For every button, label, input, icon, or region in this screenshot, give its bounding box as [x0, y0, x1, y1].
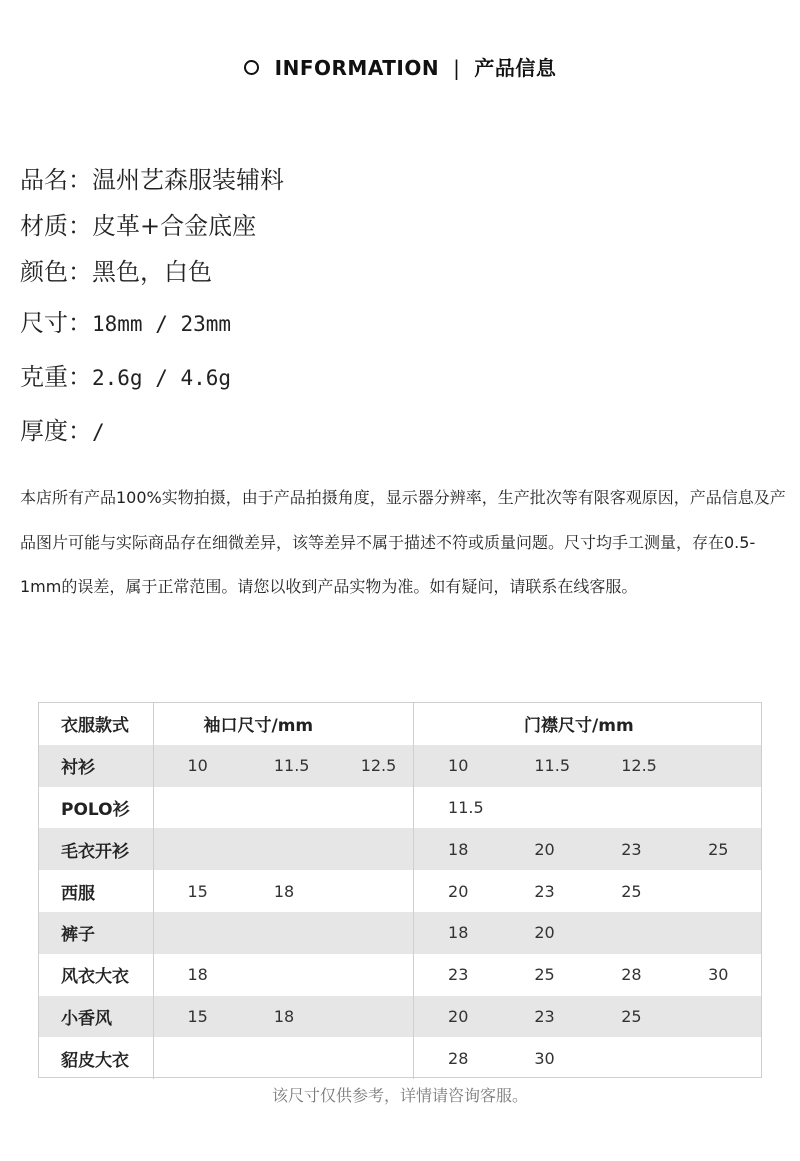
- spec-key: 品名：: [20, 166, 92, 194]
- cuff-size-cell: [327, 870, 414, 912]
- spec-color: [20, 256, 780, 288]
- placket-size-cell: [500, 787, 587, 829]
- placket-size-cell: 20: [414, 996, 501, 1038]
- spec-value: 皮革+合金底座: [92, 212, 257, 240]
- table-row: [39, 1037, 761, 1079]
- cuff-size-cell: [327, 1037, 414, 1079]
- spec-value: 18mm / 23mm: [92, 312, 232, 336]
- cuff-size-cell: [153, 1037, 240, 1079]
- placket-size-cell: 20: [500, 912, 587, 954]
- cuff-size-cell: [327, 996, 414, 1038]
- cuff-size-cell: [153, 828, 240, 870]
- footnote: 该尺寸仅供参考，详情请咨询客服。: [271, 1086, 528, 1105]
- placket-size-cell: 25: [674, 828, 761, 870]
- placket-size-cell: 18: [414, 912, 501, 954]
- placket-size-cell: [587, 787, 674, 829]
- cuff-size-cell: [327, 828, 414, 870]
- placket-size-cell: 11.5: [448, 797, 484, 817]
- spec-value: 温州艺森服装辅料: [92, 166, 284, 194]
- placket-size-cell: [587, 1037, 674, 1079]
- spec-key: 克重：: [20, 363, 92, 391]
- table-row: [39, 954, 761, 996]
- garment-cell: 貂皮大衣: [39, 1037, 153, 1079]
- placket-size-cell: 23: [587, 828, 674, 870]
- header-cuff: 袖口尺寸/mm: [153, 703, 414, 745]
- cuff-size-cell: [327, 954, 414, 996]
- placket-size-cell: 20: [448, 881, 469, 901]
- placket-size-cell: [674, 1037, 761, 1079]
- table-row: [39, 870, 761, 912]
- placket-size-cell: 28: [448, 1048, 469, 1068]
- cuff-size-cell: [240, 787, 327, 829]
- placket-size-cell: 25: [621, 881, 642, 901]
- header-placket: 门襟尺寸/mm: [414, 703, 761, 745]
- spec-value: 黑色，白色: [92, 258, 212, 286]
- placket-size-cell: 11.5: [500, 745, 587, 787]
- spec-value: /: [92, 420, 105, 444]
- spec-key: 颜色：: [20, 258, 92, 286]
- garment-cell: POLO衫: [39, 787, 153, 829]
- placket-size-cell: 30: [534, 1048, 555, 1068]
- cuff-size-cell: 18: [187, 965, 208, 985]
- placket-size-cell: 12.5: [587, 745, 674, 787]
- cuff-size-cell: [153, 787, 240, 829]
- cuff-size-cell: [153, 912, 240, 954]
- circle-icon: [244, 60, 259, 75]
- header-separator: |: [453, 56, 461, 80]
- placket-size-cell: 20: [500, 828, 587, 870]
- spec-name: [20, 164, 780, 196]
- cuff-size-cell: [240, 954, 327, 996]
- garment-cell: 风衣大衣: [39, 954, 153, 996]
- cuff-size-cell: 12.5: [327, 745, 414, 787]
- size-table: [38, 702, 762, 1078]
- placket-size-cell: 10: [414, 745, 501, 787]
- garment-cell: 裤子: [39, 912, 153, 954]
- placket-size-cell: [674, 745, 761, 787]
- cuff-size-cell: [240, 828, 327, 870]
- spec-size: [20, 307, 780, 340]
- placket-size-cell: 23: [500, 996, 587, 1038]
- section-header: [0, 52, 800, 81]
- cuff-size-cell: 18: [273, 881, 295, 901]
- table-row: [39, 912, 761, 954]
- placket-size-cell: 23: [448, 965, 469, 985]
- disclaimer-text: 本店所有产品100%实物拍摄，由于产品拍摄角度，显示器分辨率，生产批次等有限客观原因，产品信息及产品图片可能与实际商品存在细微差异，该等差异不属于描述不符或质量问题。尺寸均手工测量，存在0.5-1mm的误差，属于正常范围。请您以收到产品实物为准。如有疑问，请联系在线客服。: [20, 488, 786, 596]
- header-chinese: 产品信息: [474, 56, 557, 80]
- garment-cell: 衬衫: [39, 745, 153, 787]
- placket-size-cell: 25: [534, 965, 555, 985]
- cuff-size-cell: [240, 912, 327, 954]
- table-row: [39, 745, 761, 787]
- table-row: [39, 787, 761, 829]
- placket-size-cell: [674, 996, 761, 1038]
- table-row: [39, 828, 761, 870]
- header-garment: 衣服款式: [39, 703, 153, 745]
- placket-size-cell: 25: [587, 996, 674, 1038]
- spec-weight: [20, 361, 780, 394]
- spec-value: 2.6g / 4.6g: [92, 366, 232, 390]
- spec-thickness: [20, 415, 780, 448]
- placket-size-cell: [674, 787, 761, 829]
- spec-key: 材质：: [20, 212, 92, 240]
- cuff-size-cell: 18: [240, 996, 327, 1038]
- garment-cell: 西服: [39, 870, 153, 912]
- cuff-size-cell: 15: [153, 996, 240, 1038]
- garment-cell: 毛衣开衫: [39, 828, 153, 870]
- placket-size-cell: 23: [534, 881, 555, 901]
- cuff-size-cell: [327, 912, 414, 954]
- cuff-size-cell: 11.5: [240, 745, 327, 787]
- garment-cell: 小香风: [39, 996, 153, 1038]
- table-row: [39, 996, 761, 1038]
- cuff-size-cell: [240, 1037, 327, 1079]
- table-header-row: [39, 703, 761, 745]
- cuff-size-cell: [327, 787, 414, 829]
- cuff-size-cell: 10: [153, 745, 240, 787]
- placket-size-cell: [587, 912, 674, 954]
- placket-size-cell: [674, 912, 761, 954]
- spec-material: [20, 210, 780, 242]
- placket-size-cell: 30: [708, 965, 729, 985]
- placket-size-cell: 18: [414, 828, 501, 870]
- cuff-size-cell: 15: [187, 881, 208, 901]
- header-english: INFORMATION: [274, 56, 440, 80]
- placket-size-cell: 28: [621, 965, 642, 985]
- placket-size-cell: [674, 870, 761, 912]
- spec-key: 尺寸：: [20, 309, 92, 337]
- spec-key: 厚度：: [20, 417, 92, 445]
